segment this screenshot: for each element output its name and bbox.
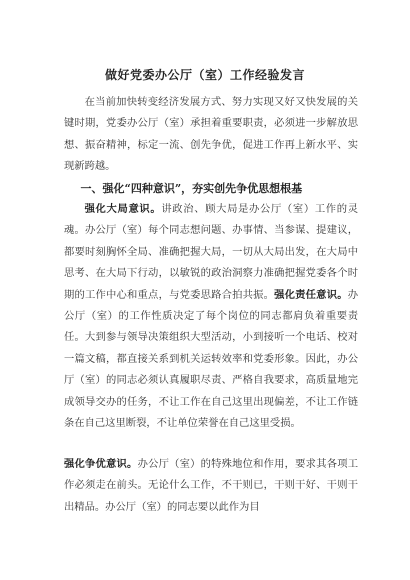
section-heading: 一、强化“四种意识”，夯实创先争优思想根基 [80,182,303,195]
lead-excellence: 强化争优意识。 [64,458,138,470]
lead-responsibility: 强化责任意识。 [274,288,348,301]
text-responsibility: 办公厅（室）的工作性质决定了每个岗位的同志都肩负着重要责任。大到参与领导决策组织大型活动，小到接听一个电话、校对一篇文稿，都直接关系到机关运转效率和党委形象。因此，办公厅（室）的同志必须认真履职尽责、严格自我要求，高质量地完成领导交办的任务，不让工作在自己这里出现偏差，不让工作链条在自己这里断裂，不让单位荣誉在自己这里受损。 [64,288,359,430]
lead-big-picture: 强化大局意识。 [84,203,162,215]
paragraph-excellence [64,454,358,518]
intro-paragraph: 在当前加快转变经济发展方式、努力实现又好又快发展的关键时期，党委办公厅（室）承担着重要职责，必须进一步解放思想、振奋精神，标定一流、创先争优，促进工作再上新水平、实现新跨越。 [64,96,358,173]
text-big-picture: 讲政治、顾大局是办公厅（室）工作的灵魂。办公厅（室）每个同志想问题、办事情、当参谋、提建议，都要时刻胸怀全局、准确把握大局，一切从大局出发，在大局中思考、在大局下行动，以敏锐的政治洞察力准确把握党委各个时期的工作中心和重点，与党委思路合拍共振。 [64,203,359,301]
document-title: 做好党委办公厅（室）工作经验发言 [104,68,305,82]
paragraph-big-picture-and-responsibility [64,199,358,434]
text-excellence: 办公厅（室）的特殊地位和作用，要求其各项工作必须走在前头。无论什么工作，不干则已，干则干好、干则干出精品。办公厅（室）的同志要以此作为目 [64,458,359,513]
